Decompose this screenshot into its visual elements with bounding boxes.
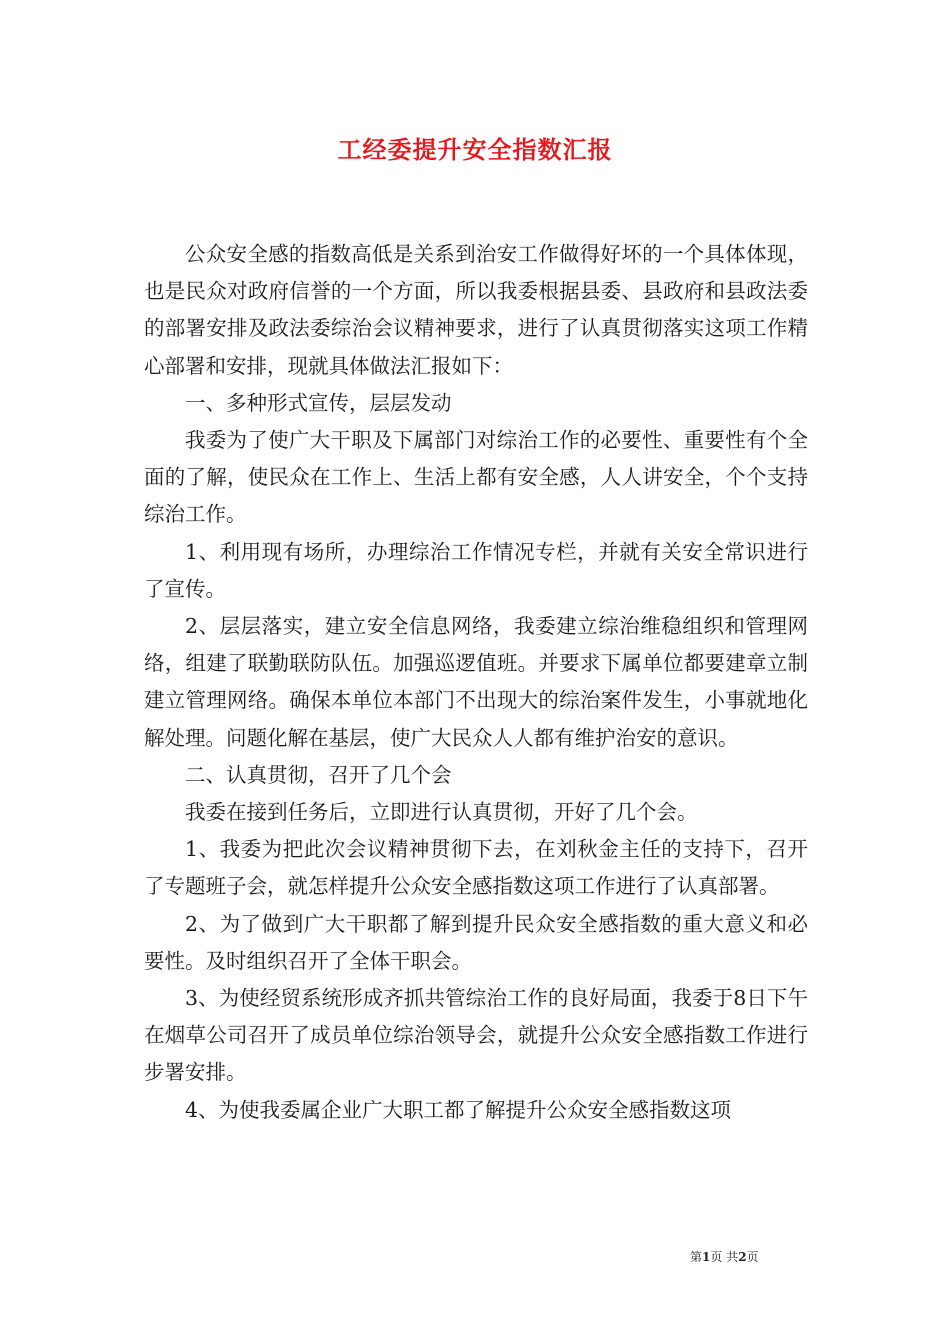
paragraph: 我委在接到任务后，立即进行认真贯彻，开好了几个会。 (185, 800, 698, 825)
section-heading-2: 二、认真贯彻，召开了几个会 (185, 762, 452, 787)
footer-middle: 页 共 (710, 1250, 739, 1264)
paragraph: 我委为了使广大干职及下属部门对综治工作的必要性、重要性有个全面的了解，使民众在工作上、生活上都有安全感，人人讲安全，个个支持综治工作。 (144, 428, 808, 527)
list-item: 1、我委为把此次会议精神贯彻下去，在刘秋金主任的支持下，召开了专题班子会，就怎样提升公众安全感指数这项工作进行了认真部署。 (144, 837, 808, 899)
section-heading-1: 一、多种形式宣传，层层发动 (185, 390, 452, 415)
list-item: 2、层层落实，建立安全信息网络，我委建立综治维稳组织和管理网络，组建了联勤联防队伍。加强巡逻值班。并要求下属单位都要建章立制建立管理网络。确保本单位本部门不出现大的综治案件发生，小事就地化解处理。问题化解在基层，使广大民众人人都有维护治安的意识。 (144, 614, 808, 750)
footer-total-pages: 2 (738, 1250, 747, 1264)
list-item: 4、为使我委属企业广大职工都了解提升公众安全感指数这项 (185, 1097, 732, 1122)
footer-current-page: 1 (702, 1250, 711, 1264)
document-body (144, 236, 808, 1129)
paragraph-intro: 公众安全感的指数高低是关系到治安工作做得好坏的一个具体体现，也是民众对政府信誉的一个方面，所以我委根据县委、县政府和县政法委的部署安排及政法委综治会议精神要求，进行了认真贯彻落实这项工作精心部署和安排，现就具体做法汇报如下： (144, 242, 808, 378)
page-number-footer (690, 1248, 759, 1265)
footer-prefix: 第 (690, 1250, 703, 1264)
footer-suffix: 页 (746, 1250, 759, 1264)
list-item: 3、为使经贸系统形成齐抓共管综治工作的良好局面，我委于8日下午在烟草公司召开了成员单位综治领导会，就提升公众安全感指数工作进行步署安排。 (144, 986, 808, 1085)
list-item: 1、利用现有场所，办理综治工作情况专栏，并就有关安全常识进行了宣传。 (144, 539, 808, 601)
list-item: 2、为了做到广大干职都了解到提升民众安全感指数的重大意义和必要性。及时组织召开了全体干职会。 (144, 911, 808, 973)
document-title: 工经委提升安全指数汇报 (337, 135, 613, 164)
